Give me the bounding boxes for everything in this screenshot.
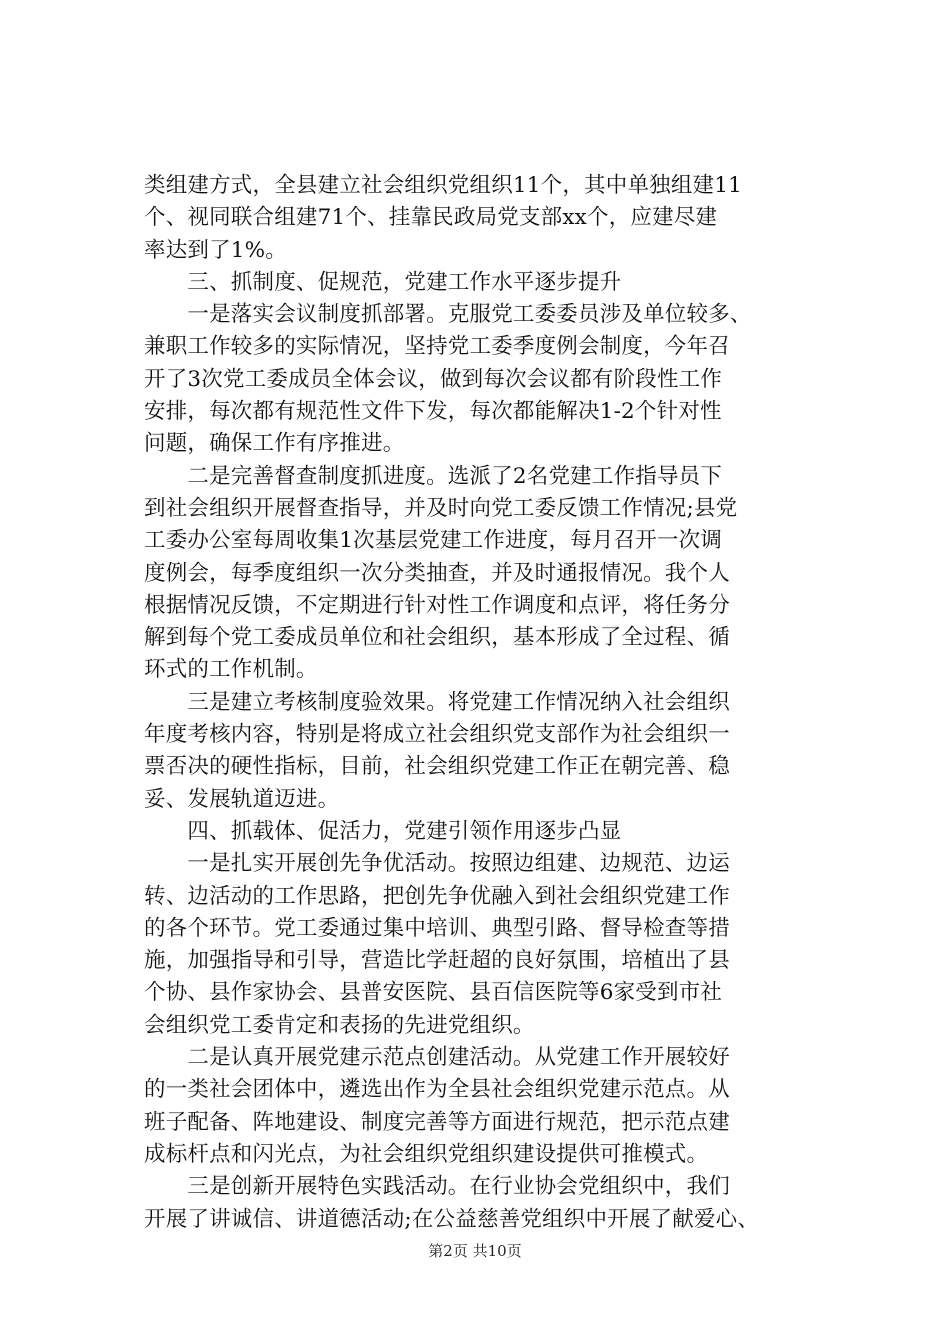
text-line: 班子配备、阵地建设、制度完善等方面进行规范，把示范点建 [144,1109,730,1135]
text-line: 一是落实会议制度抓部署。克服党工委委员涉及单位较多、 [144,302,752,328]
text-line: 年度考核内容，特别是将成立社会组织党支部作为社会组织一 [144,722,730,748]
text-line: 四、抓载体、促活力，党建引领作用逐步凸显 [144,818,622,844]
text-line: 的一类社会团体中，遴选出作为全县社会组织党建示范点。从 [144,1077,730,1103]
text-line: 开了3次党工委成员全体会议，做到每次会议都有阶段性工作 [144,366,723,392]
text-line: 度例会，每季度组织一次分类抽查，并及时通报情况。我个人 [144,560,730,586]
text-line: 到社会组织开展督查指导，并及时向党工委反馈工作情况;县党 [144,495,738,521]
text-line: 的各个环节。党工委通过集中培训、典型引路、督导检查等措 [144,915,730,941]
text-line: 施，加强指导和引导，营造比学赶超的良好氛围，培植出了县 [144,948,730,974]
text-line: 妥、发展轨道迈进。 [144,786,340,812]
body-text [144,170,849,1236]
text-line: 率达到了1%。 [144,237,288,263]
text-line: 二是完善督查制度抓进度。选派了2名党建工作指导员下 [144,463,723,489]
text-line: 安排，每次都有规范性文件下发，每次都能解决1-2个针对性 [144,399,722,425]
text-line: 兼职工作较多的实际情况，坚持党工委季度例会制度，今年召 [144,334,730,360]
page-footer: 第2页 共10页 [428,1242,522,1260]
text-line: 二是认真开展党建示范点创建活动。从党建工作开展较好 [144,1045,730,1071]
text-line: 根据情况反馈，不定期进行针对性工作调度和点评，将任务分 [144,592,730,618]
text-line: 解到每个党工委成员单位和社会组织，基本形成了全过程、循 [144,625,730,651]
text-line: 类组建方式，全县建立社会组织党组织11个，其中单独组建11 [144,173,743,198]
text-line: 工委办公室每周收集1次基层党建工作进度，每月召开一次调 [144,528,723,554]
text-line: 成标杆点和闪光点，为社会组织党组织建设提供可推模式。 [144,1141,709,1167]
text-line: 一是扎实开展创先争优活动。按照边组建、边规范、边运 [144,851,730,877]
text-line: 环式的工作机制。 [144,657,318,683]
text-line: 三是创新开展特色实践活动。在行业协会党组织中，我们 [144,1174,730,1200]
text-line: 票否决的硬性指标，目前，社会组织党建工作正在朝完善、稳 [144,754,730,780]
text-line: 开展了讲诚信、讲道德活动;在公益慈善党组织中开展了献爱心、 [144,1206,760,1232]
text-line: 个协、县作家协会、县普安医院、县百信医院等6家受到市社 [144,980,723,1006]
text-line: 三是建立考核制度验效果。将党建工作情况纳入社会组织 [144,689,730,715]
text-line: 问题，确保工作有序推进。 [144,431,405,457]
text-line: 三、抓制度、促规范，党建工作水平逐步提升 [144,269,622,295]
text-line: 个、视同联合组建71个、挂靠民政局党支部xx个，应建尽建 [144,205,718,231]
text-line: 会组织党工委肯定和表扬的先进党组织。 [144,1012,535,1038]
text-line: 转、边活动的工作思路，把创先争优融入到社会组织党建工作 [144,883,730,909]
